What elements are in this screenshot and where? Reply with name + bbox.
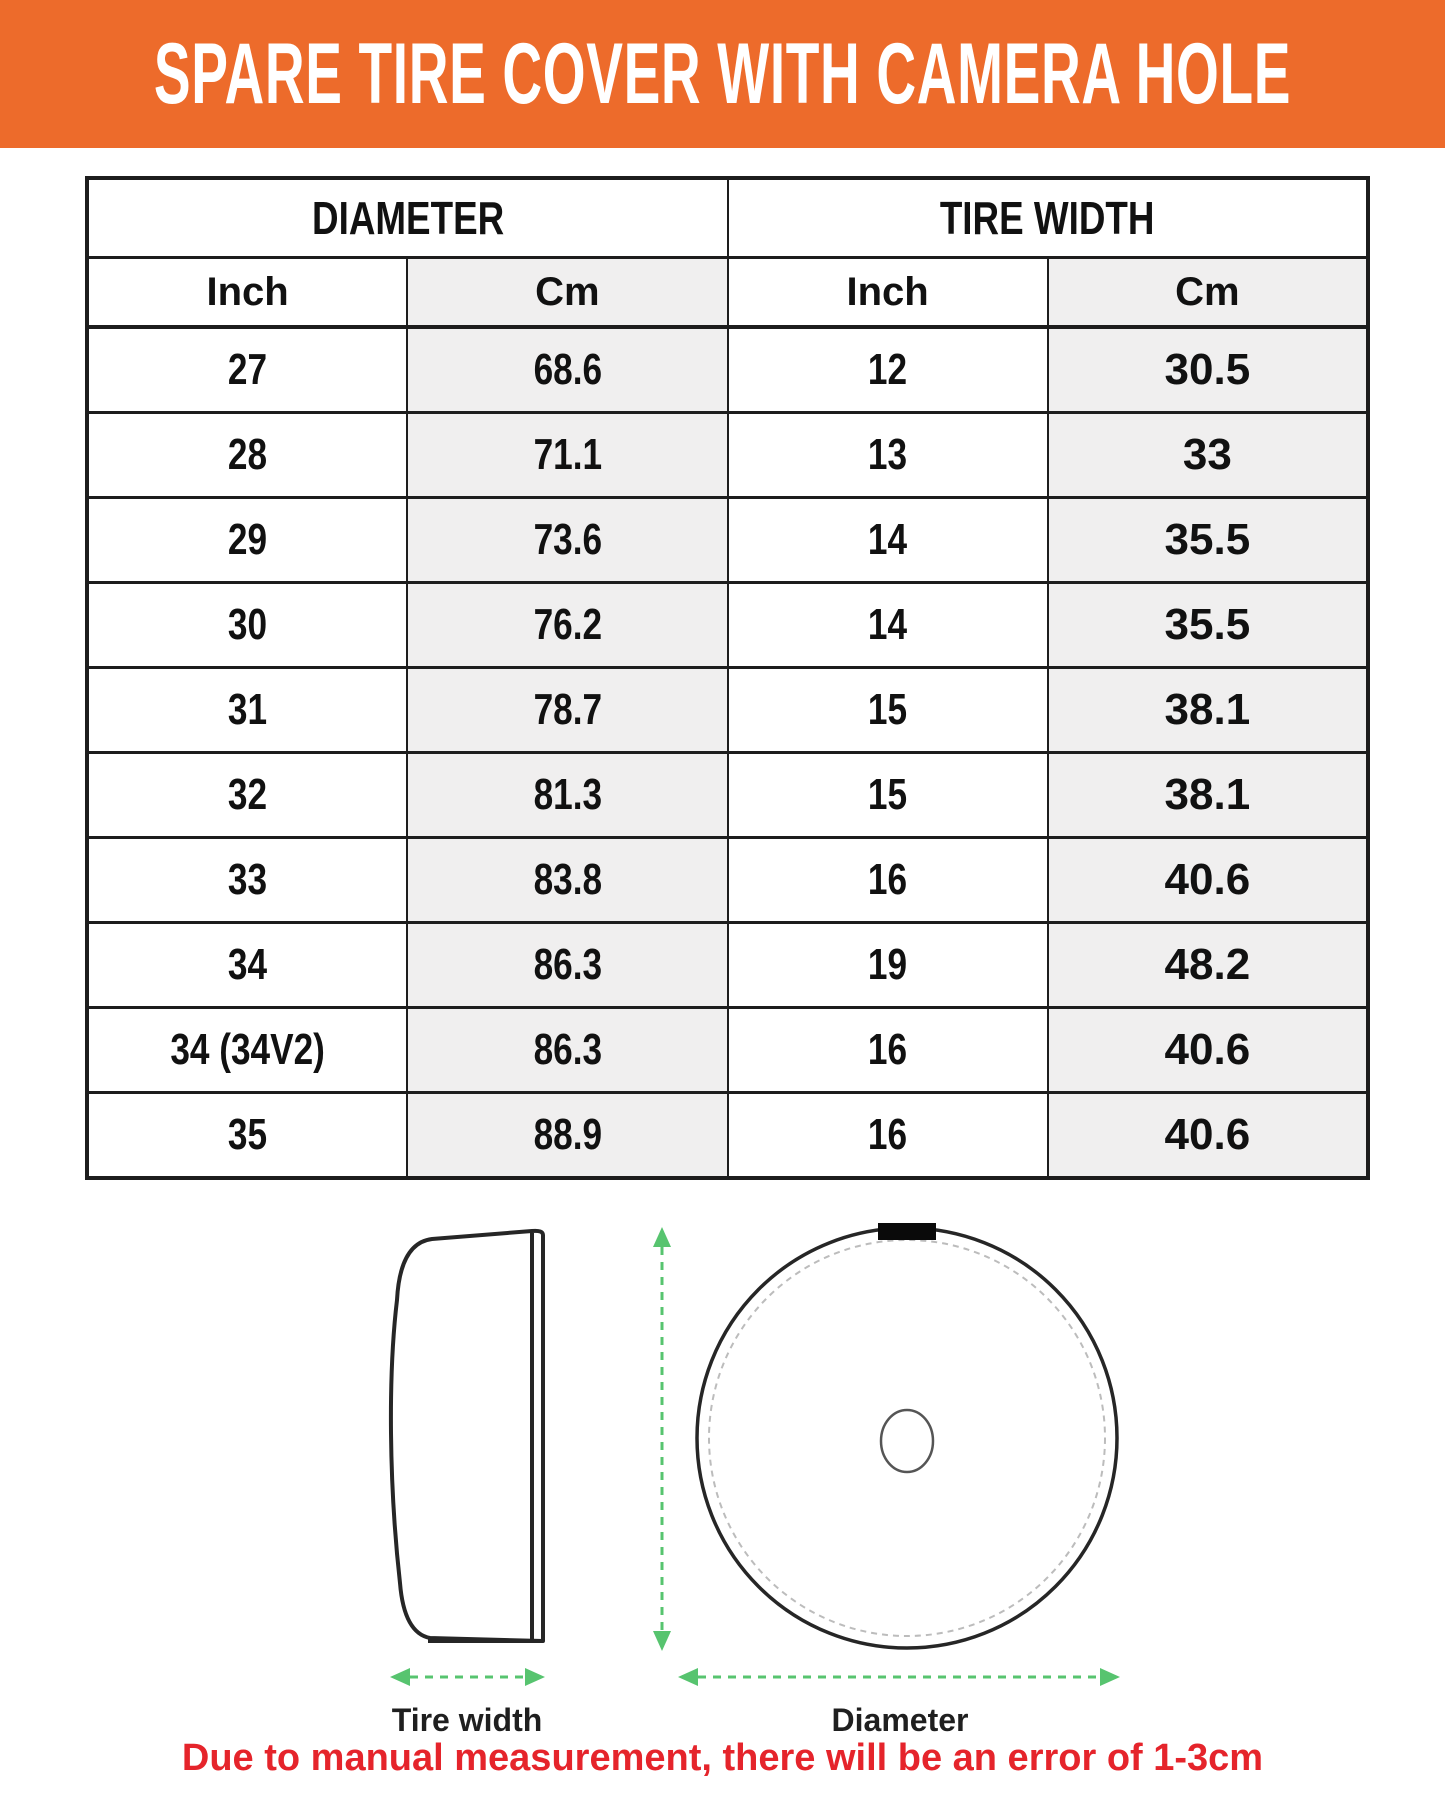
cell-diameter-inch: 32 <box>87 753 407 838</box>
cell-tirewidth-inch: 14 <box>728 583 1048 668</box>
cell-diameter-cm: 86.3 <box>407 923 727 1008</box>
cell-tirewidth-inch: 16 <box>728 838 1048 923</box>
column-header-row <box>87 258 1368 328</box>
table-row <box>87 413 1368 498</box>
cell-diameter-inch: 34 (34V2) <box>87 1008 407 1093</box>
cell-diameter-cm: 81.3 <box>407 753 727 838</box>
group-header-row <box>87 178 1368 258</box>
cell-diameter-cm: 83.8 <box>407 838 727 923</box>
cell-tirewidth-cm: 35.5 <box>1048 498 1368 583</box>
cell-diameter-inch: 28 <box>87 413 407 498</box>
cell-tirewidth-inch: 15 <box>728 668 1048 753</box>
cell-tirewidth-cm: 40.6 <box>1048 838 1368 923</box>
table-row <box>87 1008 1368 1093</box>
cell-tirewidth-inch: 16 <box>728 1008 1048 1093</box>
cell-diameter-cm: 76.2 <box>407 583 727 668</box>
table-row <box>87 838 1368 923</box>
cell-tirewidth-inch: 16 <box>728 1093 1048 1179</box>
table-row <box>87 498 1368 583</box>
cell-diameter-inch: 35 <box>87 1093 407 1179</box>
cell-tirewidth-inch: 13 <box>728 413 1048 498</box>
cell-tirewidth-cm: 30.5 <box>1048 327 1368 413</box>
table-row <box>87 583 1368 668</box>
table-row <box>87 1093 1368 1179</box>
tire-width-arrow <box>390 1668 545 1686</box>
column-header-diameter-inch: Inch <box>87 258 407 328</box>
diameter-vertical-arrow <box>653 1227 671 1651</box>
tire-side-view <box>391 1231 543 1641</box>
cell-tirewidth-cm: 48.2 <box>1048 923 1368 1008</box>
page-title: SPARE TIRE COVER WITH CAMERA HOLE <box>153 26 1292 122</box>
cell-tirewidth-cm: 40.6 <box>1048 1093 1368 1179</box>
measurement-note: Due to manual measurement, there will be an error of 1-3cm <box>181 1737 1264 1779</box>
top-marker <box>878 1223 936 1240</box>
cell-diameter-cm: 78.7 <box>407 668 727 753</box>
cell-tirewidth-inch: 14 <box>728 498 1048 583</box>
cell-tirewidth-cm: 40.6 <box>1048 1008 1368 1093</box>
cell-tirewidth-inch: 12 <box>728 327 1048 413</box>
tire-diagram <box>300 1185 1200 1741</box>
table-row <box>87 668 1368 753</box>
table-body <box>87 327 1368 1178</box>
table-row <box>87 923 1368 1008</box>
cell-diameter-inch: 33 <box>87 838 407 923</box>
cell-diameter-cm: 68.6 <box>407 327 727 413</box>
tire-front-view <box>697 1223 1117 1648</box>
cell-tirewidth-cm: 38.1 <box>1048 753 1368 838</box>
size-table <box>85 176 1370 1180</box>
table-row <box>87 327 1368 413</box>
camera-hole <box>881 1410 933 1472</box>
column-header-tirewidth-inch: Inch <box>728 258 1048 328</box>
cell-diameter-inch: 30 <box>87 583 407 668</box>
cell-tirewidth-cm: 38.1 <box>1048 668 1368 753</box>
cell-diameter-cm: 71.1 <box>407 413 727 498</box>
cell-tirewidth-cm: 35.5 <box>1048 583 1368 668</box>
cell-diameter-cm: 73.6 <box>407 498 727 583</box>
group-header-tire-width: TIRE WIDTH <box>728 178 1369 258</box>
tire-width-label: Tire width <box>391 1702 543 1738</box>
banner <box>0 0 1445 148</box>
cell-diameter-inch: 29 <box>87 498 407 583</box>
diameter-arrow <box>678 1668 1120 1686</box>
group-header-diameter: DIAMETER <box>87 178 728 258</box>
cell-diameter-inch: 31 <box>87 668 407 753</box>
column-header-diameter-cm: Cm <box>407 258 727 328</box>
cell-tirewidth-inch: 15 <box>728 753 1048 838</box>
cell-diameter-cm: 86.3 <box>407 1008 727 1093</box>
cell-diameter-inch: 27 <box>87 327 407 413</box>
cell-tirewidth-cm: 33 <box>1048 413 1368 498</box>
cell-tirewidth-inch: 19 <box>728 923 1048 1008</box>
cell-diameter-inch: 34 <box>87 923 407 1008</box>
column-header-tirewidth-cm: Cm <box>1048 258 1368 328</box>
table-row <box>87 753 1368 838</box>
cell-diameter-cm: 88.9 <box>407 1093 727 1179</box>
diameter-label: Diameter <box>831 1702 969 1738</box>
